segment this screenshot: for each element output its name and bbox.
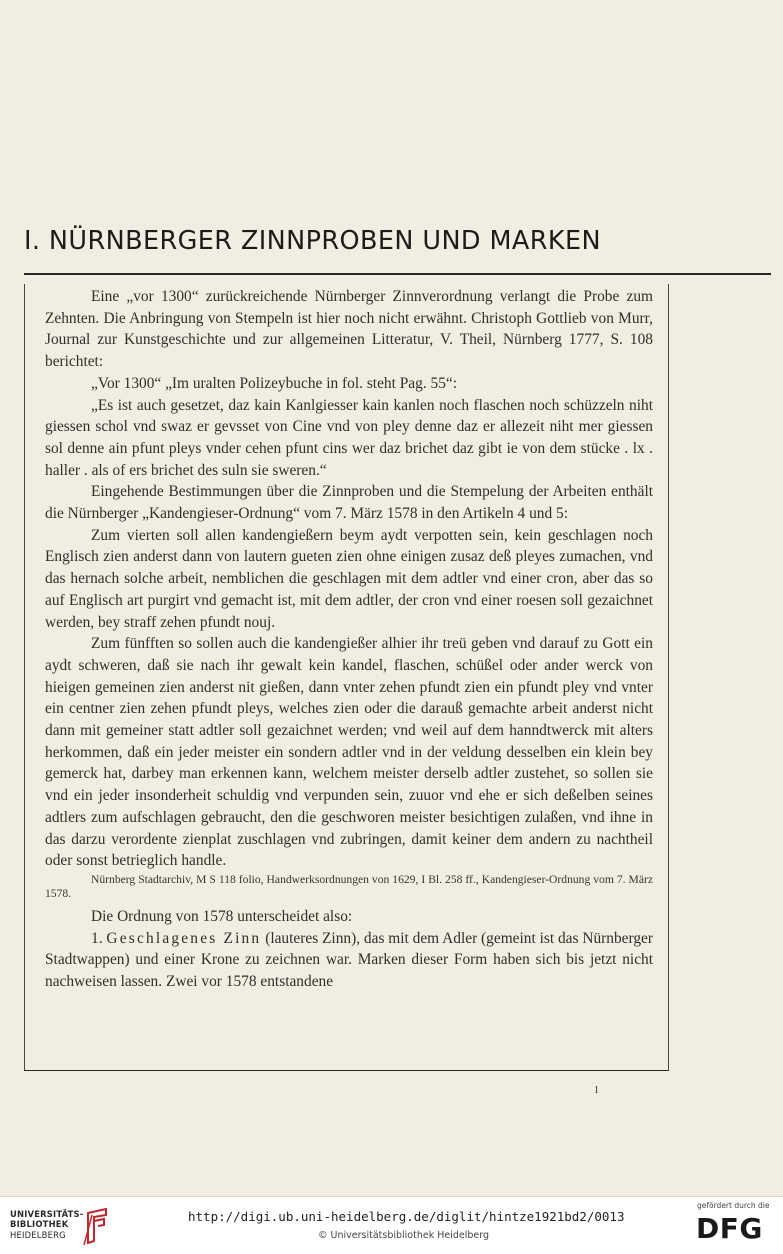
- body-text: [45, 286, 653, 993]
- logo-line: HEIDELBERG: [10, 1229, 66, 1240]
- paragraph: „Vor 1300“ „Im uralten Polizeybuche in fol. steht Pag. 55“:: [91, 374, 458, 392]
- paragraph: „Es ist auch gesetzet, daz kain Kanlgiesser kain kanlen noch flaschen noch schüzzeln niht giessen schol vnd swaz er gevsset von Cine vnd von pley denne daz er allezeit niht mer giessen sol denne ain pfunt pleys vnder cehen pfunt cins wer daz brichet daz gibt ie von dem stücke . lx . haller . als of ers brichet des suln sie sweren.“: [45, 396, 653, 479]
- funding-note: gefördert durch die: [697, 1201, 770, 1210]
- library-emblem-icon: [80, 1207, 114, 1247]
- chapter-heading: I. NÜRNBERGER ZINNPROBEN UND MARKEN: [24, 226, 601, 256]
- viewer-footer: [0, 1196, 783, 1254]
- paragraph: Zum vierten soll allen kandengießern beym aydt verpotten sein, kein geschlagen noch Englisch zien anderst dann von lautern gueten zien ohne einigen zusaz deß pleyes zumachen, vnd das hernach solche arbeit, nemblichen die geschlagen mit dem adtler vnd einer cron, aber das so auf Englisch art purgirt vnd gemacht ist, mit dem adtler, der cron vnd einer roesen soll gezaichnet werden, bey straff zehen pfundt nouj.: [45, 526, 653, 631]
- logo-line: UNIVERSITÄTS-: [10, 1209, 84, 1219]
- paragraph: Eine „vor 1300“ zurückreichende Nürnberger Zinnverordnung verlangt die Probe zum Zehnten. Die Anbringung von Stempeln ist hier noch nicht erwähnt. Christoph Gottlieb von Murr, Journal zur Kunstgeschichte und zur allgemeinen Litteratur, V. Theil, Nürnberg 1777, S. 108 berichtet:: [45, 288, 653, 371]
- library-logo[interactable]: [10, 1207, 110, 1247]
- spaced-term: Geschlagenes Zinn: [106, 929, 262, 947]
- permalink-url[interactable]: http://digi.ub.uni-heidelberg.de/diglit/hintze1921bd2/0013: [188, 1209, 625, 1224]
- paragraph-rest: (lauteres Zinn), das mit dem Adler (gemeint ist das Nürnberger Stadtwappen) und einer Krone zu zeichnen war. Marken dieser Form haben sich bis jetzt nicht nachweisen lassen. Zwei vor 1578 entstandene: [45, 929, 653, 991]
- paragraph: Die Ordnung von 1578 unterscheidet also:: [91, 907, 353, 925]
- page-number: 1: [594, 1085, 599, 1096]
- heading-rule: [24, 273, 771, 275]
- copyright-notice: © Universitätsbibliothek Heidelberg: [318, 1230, 490, 1241]
- paragraph-list-item: [45, 928, 653, 993]
- paragraph: Eingehende Bestimmungen über die Zinnproben und die Stempelung der Arbeiten enthält die Nürnberger „Kandengieser-Ordnung“ vom 7. März 1578 in den Artikeln 4 und 5:: [45, 483, 653, 523]
- dfg-logo[interactable]: DFG: [696, 1212, 763, 1245]
- footnote: Nürnberg Stadtarchiv, M S 118 folio, Handwerksordnungen von 1629, I Bl. 258 ff., Kandengieser-Ordnung vom 7. März 1578.: [45, 872, 653, 901]
- list-number: 1.: [91, 929, 103, 947]
- logo-line: BIBLIOTHEK: [10, 1219, 69, 1230]
- paragraph: Zum fünfften so sollen auch die kandengießer alhier ihr treü geben vnd darauf zu Gott ein aydt schweren, daß sie nach ihr gewalt kein kandel, flaschen, schüßel oder ander werck von hieigen gemeinen zien anderst nit gießen, dann vnter zehen pfundt zien ein pfundt pley vnd vnter ein centner zien zehen pfundt pleys, welches zien oder die darauß gemachte arbeit anderst nicht dann mit gemeiner statt adtler soll gezaichnet werden; vnd weil auf dem hanndtwerck mit alters herkommen, daß ein jeder meister ein sondern adtler vnd in der veldung desselben ein klein bey gemerck hat, darbey man erkennen kann, welchem meister derselb adtler zustehet, so sollen sie vnd ein jeder insonderheit schuldig vnd verpunden sein, zuuor vnd ehe er sich deßelben seines adtlers zum aufschlagen gebraucht, den die geschworen meister besichtigen zulaßen, vnd ihne in das darzu verordente zienplat zuschlagen vnd zubringen, damit keiner dem andern zu nachtheil oder sonst betrieglich handle.: [45, 635, 653, 870]
